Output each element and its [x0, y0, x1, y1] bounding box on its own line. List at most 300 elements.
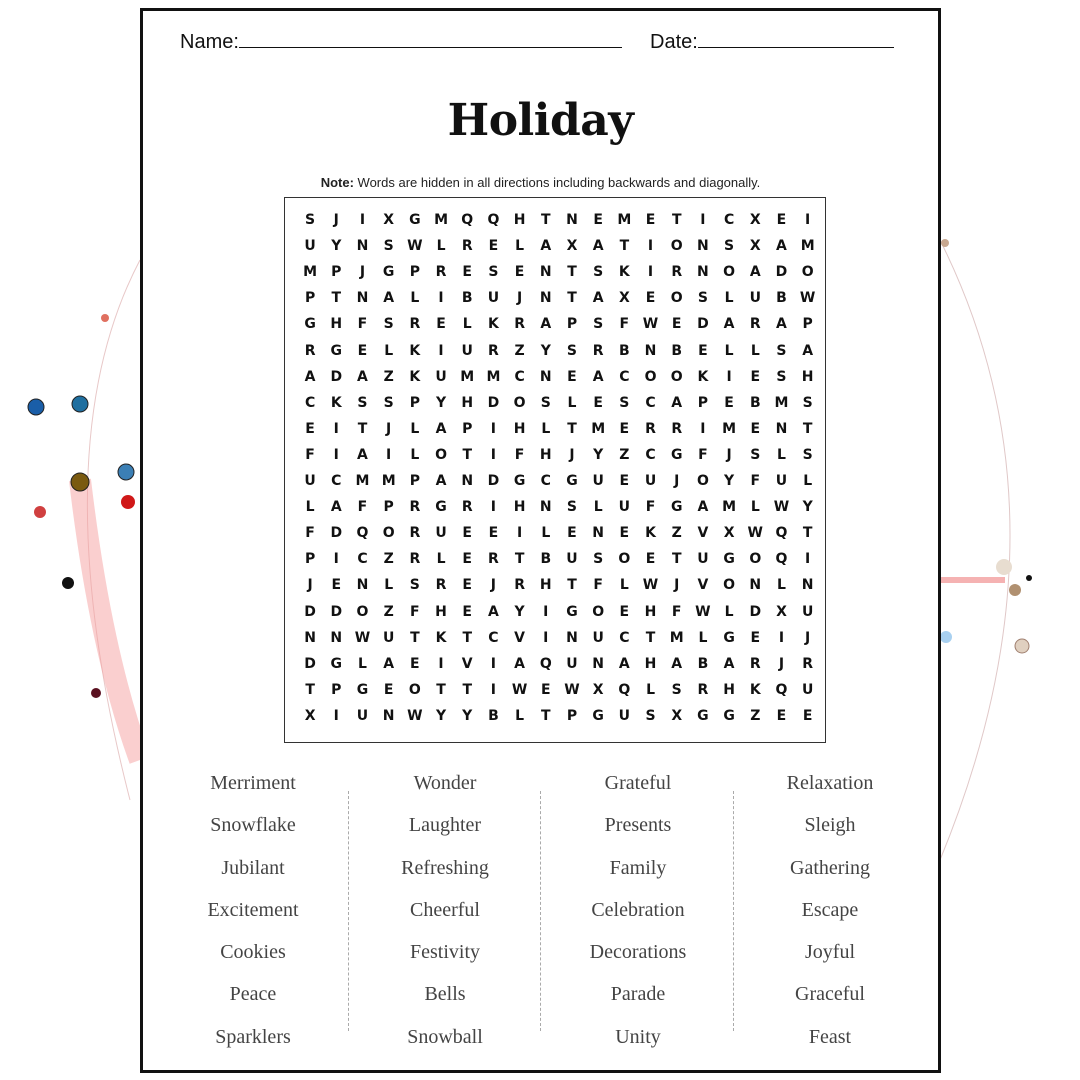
grid-letter[interactable]: S — [566, 499, 578, 516]
grid-letter[interactable]: U — [749, 290, 761, 307]
grid-letter[interactable]: I — [647, 264, 654, 281]
grid-letter[interactable]: M — [669, 629, 684, 646]
grid-letter[interactable]: Z — [750, 707, 761, 724]
grid-letter[interactable]: U — [618, 707, 631, 724]
grid-letter[interactable]: O — [723, 577, 736, 594]
grid-letter[interactable]: H — [723, 681, 735, 698]
grid-letter[interactable]: P — [331, 264, 342, 281]
grid-letter[interactable]: N — [539, 368, 552, 385]
grid-letter[interactable]: E — [514, 264, 525, 281]
grid-letter[interactable]: O — [670, 290, 683, 307]
grid-letter[interactable]: S — [357, 394, 368, 411]
grid-letter[interactable]: D — [330, 603, 343, 620]
grid-letter[interactable]: L — [750, 342, 760, 359]
grid-letter[interactable]: C — [514, 368, 525, 385]
grid-letter[interactable]: G — [330, 342, 343, 359]
grid-letter[interactable]: H — [539, 577, 552, 594]
grid-letter[interactable]: D — [487, 394, 500, 411]
grid-letter[interactable]: T — [567, 290, 577, 307]
grid-letter[interactable]: X — [618, 290, 630, 307]
grid-letter[interactable]: H — [539, 446, 552, 463]
grid-letter[interactable]: R — [645, 420, 656, 437]
grid-letter[interactable]: J — [359, 264, 366, 281]
grid-letter[interactable]: L — [803, 473, 813, 489]
grid-letter[interactable]: Q — [356, 525, 369, 542]
grid-letter[interactable]: J — [726, 446, 732, 463]
grid-letter[interactable]: I — [726, 368, 732, 385]
grid-letter[interactable]: F — [593, 577, 603, 594]
grid-letter[interactable]: U — [304, 473, 316, 489]
grid-letter[interactable]: I — [543, 629, 549, 646]
grid-letter[interactable]: P — [462, 420, 473, 437]
grid-letter[interactable]: N — [304, 629, 316, 646]
grid-letter[interactable]: N — [592, 655, 605, 672]
grid-letter[interactable]: D — [697, 316, 709, 333]
grid-letter[interactable]: A — [487, 603, 499, 620]
grid-letter[interactable]: X — [723, 525, 735, 542]
grid-letter[interactable]: S — [776, 342, 787, 359]
grid-letter[interactable]: Y — [435, 707, 447, 724]
grid-letter[interactable]: U — [644, 473, 657, 489]
grid-letter[interactable]: S — [383, 394, 394, 411]
grid-letter[interactable]: M — [591, 420, 606, 437]
grid-letter[interactable]: E — [671, 316, 682, 333]
grid-letter[interactable]: T — [541, 212, 551, 228]
grid-letter[interactable]: F — [357, 499, 368, 516]
grid-letter[interactable]: P — [304, 290, 316, 307]
grid-letter[interactable]: O — [356, 603, 369, 620]
grid-letter[interactable]: S — [540, 394, 551, 411]
grid-letter[interactable]: E — [750, 629, 761, 646]
grid-letter[interactable]: E — [724, 394, 734, 411]
grid-letter[interactable]: P — [331, 681, 342, 698]
grid-letter[interactable]: I — [359, 212, 366, 228]
grid-letter[interactable]: T — [802, 525, 813, 542]
grid-letter[interactable]: E — [645, 290, 656, 307]
grid-letter[interactable]: H — [330, 316, 343, 333]
grid-letter[interactable]: W — [642, 577, 659, 594]
grid-letter[interactable]: G — [330, 655, 343, 672]
grid-letter[interactable]: S — [593, 551, 604, 568]
grid-letter[interactable]: O — [513, 394, 526, 411]
grid-letter[interactable]: B — [697, 655, 709, 672]
grid-letter[interactable]: C — [331, 473, 342, 489]
grid-letter[interactable]: X — [776, 603, 787, 620]
grid-letter[interactable]: C — [304, 394, 316, 411]
grid-letter[interactable]: R — [671, 420, 683, 437]
grid-letter[interactable]: G — [513, 473, 526, 489]
grid-letter[interactable]: K — [487, 316, 499, 333]
grid-letter[interactable]: S — [383, 238, 394, 255]
grid-letter[interactable]: N — [461, 473, 474, 489]
grid-letter[interactable]: L — [724, 290, 734, 307]
grid-letter[interactable]: U — [356, 707, 369, 724]
grid-letter[interactable]: L — [724, 603, 734, 620]
grid-letter[interactable]: H — [644, 655, 657, 672]
grid-letter[interactable]: R — [749, 655, 761, 672]
grid-letter[interactable]: P — [383, 499, 394, 516]
grid-letter[interactable]: R — [435, 264, 447, 281]
grid-letter[interactable]: E — [619, 420, 630, 437]
grid-letter[interactable]: T — [567, 264, 577, 281]
grid-letter[interactable]: G — [723, 551, 735, 568]
grid-letter[interactable]: I — [490, 420, 497, 437]
grid-letter[interactable]: R — [749, 316, 761, 333]
grid-letter[interactable]: M — [486, 368, 501, 385]
grid-letter[interactable]: D — [330, 525, 343, 542]
grid-letter[interactable]: E — [645, 212, 656, 228]
grid-letter[interactable]: N — [539, 290, 552, 307]
grid-letter[interactable]: A — [383, 290, 395, 307]
grid-letter[interactable]: R — [409, 316, 421, 333]
grid-letter[interactable]: M — [355, 473, 370, 489]
grid-letter[interactable]: E — [305, 420, 315, 437]
grid-letter[interactable]: X — [383, 212, 395, 228]
grid-letter[interactable]: V — [697, 577, 709, 594]
grid-letter[interactable]: N — [539, 499, 552, 516]
grid-letter[interactable]: S — [802, 394, 813, 411]
grid-letter[interactable]: O — [670, 368, 683, 385]
grid-letter[interactable]: Q — [461, 212, 474, 228]
grid-letter[interactable]: H — [801, 368, 814, 385]
grid-letter[interactable]: O — [696, 473, 709, 489]
grid-letter[interactable]: H — [461, 394, 474, 411]
grid-letter[interactable]: K — [645, 525, 656, 542]
grid-letter[interactable]: Z — [383, 551, 394, 568]
grid-letter[interactable]: I — [490, 681, 497, 698]
grid-letter[interactable]: C — [723, 212, 735, 228]
grid-letter[interactable]: L — [436, 551, 446, 568]
grid-letter[interactable]: L — [541, 420, 551, 437]
grid-letter[interactable]: W — [747, 525, 763, 542]
grid-letter[interactable]: E — [436, 316, 446, 333]
grid-letter[interactable]: U — [801, 603, 814, 620]
grid-letter[interactable]: P — [409, 394, 420, 411]
grid-letter[interactable]: J — [516, 290, 523, 307]
name-line[interactable] — [239, 31, 622, 48]
grid-letter[interactable]: E — [619, 525, 630, 542]
grid-letter[interactable]: U — [801, 681, 814, 698]
grid-letter[interactable]: R — [592, 342, 604, 359]
grid-letter[interactable]: N — [382, 707, 395, 724]
grid-letter[interactable]: B — [488, 707, 499, 724]
grid-letter[interactable]: P — [566, 707, 578, 724]
grid-letter[interactable]: L — [515, 238, 525, 255]
grid-letter[interactable]: T — [305, 681, 315, 698]
grid-letter[interactable]: L — [593, 499, 603, 516]
grid-letter[interactable]: O — [592, 603, 605, 620]
grid-letter[interactable]: U — [304, 238, 316, 255]
grid-letter[interactable]: W — [511, 681, 528, 698]
grid-letter[interactable]: U — [566, 655, 578, 672]
grid-letter[interactable]: R — [697, 681, 709, 698]
grid-letter[interactable]: L — [305, 499, 315, 516]
grid-letter[interactable]: I — [438, 342, 444, 359]
grid-letter[interactable]: R — [435, 577, 447, 594]
grid-letter[interactable]: D — [487, 473, 500, 489]
grid-letter[interactable]: E — [357, 342, 368, 359]
grid-letter[interactable]: L — [436, 238, 446, 255]
grid-letter[interactable]: C — [540, 473, 551, 489]
grid-letter[interactable]: A — [540, 316, 552, 333]
grid-letter[interactable]: R — [409, 551, 421, 568]
grid-letter[interactable]: A — [357, 446, 368, 463]
grid-letter[interactable]: L — [698, 629, 708, 646]
grid-letter[interactable]: E — [462, 525, 472, 542]
grid-letter[interactable]: I — [333, 551, 339, 568]
grid-letter[interactable]: E — [750, 368, 761, 385]
grid-letter[interactable]: E — [802, 707, 813, 724]
grid-letter[interactable]: A — [592, 290, 604, 307]
grid-letter[interactable]: J — [778, 655, 785, 672]
grid-letter[interactable]: X — [592, 681, 604, 698]
grid-letter[interactable]: E — [645, 551, 656, 568]
grid-letter[interactable]: A — [776, 316, 787, 333]
grid-letter[interactable]: G — [356, 681, 369, 698]
grid-letter[interactable]: F — [514, 446, 525, 463]
date-line[interactable] — [698, 31, 894, 48]
grid-letter[interactable]: S — [750, 446, 761, 463]
grid-letter[interactable]: N — [775, 420, 788, 437]
grid-letter[interactable]: C — [619, 629, 630, 646]
grid-letter[interactable]: F — [645, 499, 656, 516]
grid-letter[interactable]: A — [749, 264, 761, 281]
grid-letter[interactable]: U — [435, 525, 447, 542]
grid-letter[interactable]: W — [799, 290, 816, 307]
grid-letter[interactable]: I — [778, 629, 785, 646]
grid-letter[interactable]: R — [304, 342, 316, 359]
grid-letter[interactable]: F — [410, 603, 420, 620]
grid-letter[interactable]: F — [305, 525, 315, 542]
grid-letter[interactable]: P — [304, 551, 316, 568]
grid-letter[interactable]: X — [566, 238, 578, 255]
grid-letter[interactable]: T — [802, 420, 813, 437]
grid-letter[interactable]: T — [410, 629, 420, 646]
grid-letter[interactable]: Z — [619, 446, 630, 463]
grid-letter[interactable]: Z — [671, 525, 682, 542]
grid-letter[interactable]: W — [642, 316, 659, 333]
grid-letter[interactable]: Z — [383, 603, 394, 620]
grid-letter[interactable]: T — [436, 681, 446, 698]
grid-letter[interactable]: S — [383, 316, 394, 333]
grid-letter[interactable]: L — [462, 316, 472, 333]
grid-letter[interactable]: T — [567, 420, 577, 437]
grid-letter[interactable]: I — [490, 446, 497, 463]
grid-letter[interactable]: K — [749, 681, 761, 698]
grid-letter[interactable]: C — [645, 446, 656, 463]
grid-letter[interactable]: A — [697, 499, 709, 516]
grid-letter[interactable]: U — [697, 551, 709, 568]
grid-letter[interactable]: J — [805, 629, 811, 646]
grid-letter[interactable]: H — [513, 499, 526, 516]
grid-letter[interactable]: D — [775, 264, 788, 281]
grid-letter[interactable]: Q — [487, 212, 500, 228]
grid-letter[interactable]: G — [382, 264, 395, 281]
grid-letter[interactable]: O — [801, 264, 814, 281]
grid-letter[interactable]: O — [408, 681, 421, 698]
grid-letter[interactable]: J — [674, 473, 680, 489]
grid-letter[interactable]: M — [800, 238, 815, 255]
grid-letter[interactable]: K — [435, 629, 447, 646]
grid-letter[interactable]: B — [540, 551, 552, 568]
grid-letter[interactable]: L — [410, 446, 420, 463]
grid-letter[interactable]: S — [488, 264, 499, 281]
grid-letter[interactable]: A — [357, 368, 368, 385]
grid-letter[interactable]: P — [697, 394, 709, 411]
grid-letter[interactable]: J — [490, 577, 497, 594]
grid-letter[interactable]: S — [645, 707, 656, 724]
grid-letter[interactable]: M — [722, 420, 737, 437]
grid-letter[interactable]: W — [564, 681, 580, 698]
grid-letter[interactable]: D — [304, 603, 316, 620]
grid-letter[interactable]: T — [462, 446, 472, 463]
grid-letter[interactable]: A — [540, 238, 552, 255]
grid-letter[interactable]: Q — [618, 681, 631, 698]
grid-letter[interactable]: W — [407, 707, 423, 724]
grid-letter[interactable]: L — [619, 577, 629, 594]
grid-letter[interactable]: G — [670, 446, 683, 463]
grid-letter[interactable]: P — [566, 316, 578, 333]
grid-letter[interactable]: M — [722, 499, 737, 516]
grid-letter[interactable]: R — [461, 499, 473, 516]
grid-letter[interactable]: U — [435, 368, 447, 385]
grid-letter[interactable]: K — [697, 368, 709, 385]
grid-letter[interactable]: L — [410, 290, 420, 307]
grid-letter[interactable]: U — [618, 499, 631, 516]
grid-letter[interactable]: Z — [514, 342, 525, 359]
name-field[interactable] — [180, 31, 622, 54]
grid-letter[interactable]: T — [462, 629, 472, 646]
grid-letter[interactable]: C — [488, 629, 499, 646]
grid-letter[interactable]: H — [513, 420, 526, 437]
grid-letter[interactable]: Q — [775, 551, 788, 568]
grid-letter[interactable]: C — [645, 394, 656, 411]
grid-letter[interactable]: Y — [593, 446, 604, 463]
grid-letter[interactable]: A — [776, 238, 787, 255]
grid-letter[interactable]: L — [724, 342, 734, 359]
grid-letter[interactable]: A — [383, 655, 395, 672]
grid-letter[interactable]: U — [566, 551, 578, 568]
grid-letter[interactable]: L — [384, 577, 394, 594]
grid-letter[interactable]: X — [304, 707, 316, 724]
grid-letter[interactable]: M — [434, 212, 448, 228]
grid-letter[interactable]: A — [592, 238, 604, 255]
grid-letter[interactable]: N — [801, 577, 814, 594]
grid-letter[interactable]: E — [619, 473, 630, 489]
grid-letter[interactable]: G — [592, 707, 604, 724]
grid-letter[interactable]: Z — [383, 368, 394, 385]
grid-letter[interactable]: P — [802, 316, 813, 333]
grid-letter[interactable]: U — [461, 342, 473, 359]
grid-letter[interactable]: S — [593, 264, 604, 281]
grid-letter[interactable]: T — [357, 420, 368, 437]
grid-letter[interactable]: W — [354, 629, 371, 646]
grid-letter[interactable]: A — [330, 499, 342, 516]
grid-letter[interactable]: R — [488, 551, 499, 568]
grid-letter[interactable]: R — [671, 264, 683, 281]
grid-letter[interactable]: A — [618, 655, 630, 672]
grid-letter[interactable]: H — [513, 212, 526, 228]
grid-letter[interactable]: F — [698, 446, 708, 463]
grid-letter[interactable]: L — [384, 342, 394, 359]
grid-letter[interactable]: F — [305, 446, 315, 463]
grid-letter[interactable]: P — [409, 264, 420, 281]
grid-letter[interactable]: O — [382, 525, 395, 542]
grid-letter[interactable]: O — [749, 551, 762, 568]
grid-letter[interactable]: F — [357, 316, 368, 333]
grid-letter[interactable]: G — [723, 707, 735, 724]
grid-letter[interactable]: I — [805, 212, 811, 228]
grid-letter[interactable]: O — [644, 368, 657, 385]
grid-letter[interactable]: R — [409, 499, 421, 516]
grid-letter[interactable]: A — [435, 473, 447, 489]
grid-letter[interactable]: I — [700, 420, 706, 437]
grid-letter[interactable]: I — [490, 655, 497, 672]
grid-letter[interactable]: E — [331, 577, 342, 594]
grid-letter[interactable]: S — [305, 212, 316, 228]
grid-letter[interactable]: E — [619, 603, 630, 620]
grid-letter[interactable]: N — [566, 629, 578, 646]
grid-letter[interactable]: R — [488, 342, 499, 359]
grid-letter[interactable]: E — [750, 420, 761, 437]
grid-letter[interactable]: N — [356, 577, 369, 594]
grid-letter[interactable]: X — [671, 707, 683, 724]
grid-letter[interactable]: Y — [802, 499, 813, 516]
grid-letter[interactable]: P — [409, 473, 420, 489]
grid-letter[interactable]: T — [645, 629, 656, 646]
grid-letter[interactable]: H — [644, 603, 657, 620]
grid-letter[interactable]: I — [805, 551, 811, 568]
grid-letter[interactable]: M — [774, 394, 789, 411]
grid-letter[interactable]: A — [514, 655, 526, 672]
grid-letter[interactable]: I — [386, 446, 392, 463]
grid-letter[interactable]: E — [462, 577, 472, 594]
grid-letter[interactable]: E — [462, 551, 472, 568]
grid-letter[interactable]: O — [618, 551, 631, 568]
grid-letter[interactable]: I — [647, 238, 654, 255]
grid-letter[interactable]: L — [567, 394, 577, 411]
grid-letter[interactable]: G — [435, 499, 447, 516]
grid-letter[interactable]: B — [671, 342, 683, 359]
grid-letter[interactable]: A — [671, 394, 683, 411]
grid-letter[interactable]: E — [593, 394, 603, 411]
grid-letter[interactable]: I — [438, 655, 444, 672]
grid-letter[interactable]: K — [409, 368, 421, 385]
grid-letter[interactable]: E — [410, 655, 420, 672]
grid-letter[interactable]: Y — [435, 394, 447, 411]
grid-letter[interactable]: O — [435, 446, 447, 463]
grid-letter[interactable]: G — [304, 316, 316, 333]
grid-letter[interactable]: B — [461, 290, 473, 307]
grid-letter[interactable]: L — [777, 577, 786, 594]
grid-letter[interactable]: U — [775, 473, 788, 489]
grid-letter[interactable]: V — [514, 629, 526, 646]
grid-letter[interactable]: T — [671, 551, 682, 568]
grid-letter[interactable]: O — [723, 264, 736, 281]
grid-letter[interactable]: L — [541, 525, 551, 542]
grid-letter[interactable]: I — [516, 525, 523, 542]
grid-letter[interactable]: Y — [331, 238, 342, 255]
grid-letter[interactable]: I — [438, 290, 444, 307]
grid-letter[interactable]: M — [303, 264, 318, 281]
grid-letter[interactable]: E — [593, 212, 603, 228]
grid-letter[interactable]: A — [723, 316, 735, 333]
grid-letter[interactable]: A — [435, 420, 447, 437]
grid-letter[interactable]: H — [435, 603, 447, 620]
grid-letter[interactable]: T — [619, 238, 630, 255]
grid-letter[interactable]: D — [330, 368, 343, 385]
grid-letter[interactable]: E — [776, 707, 787, 724]
